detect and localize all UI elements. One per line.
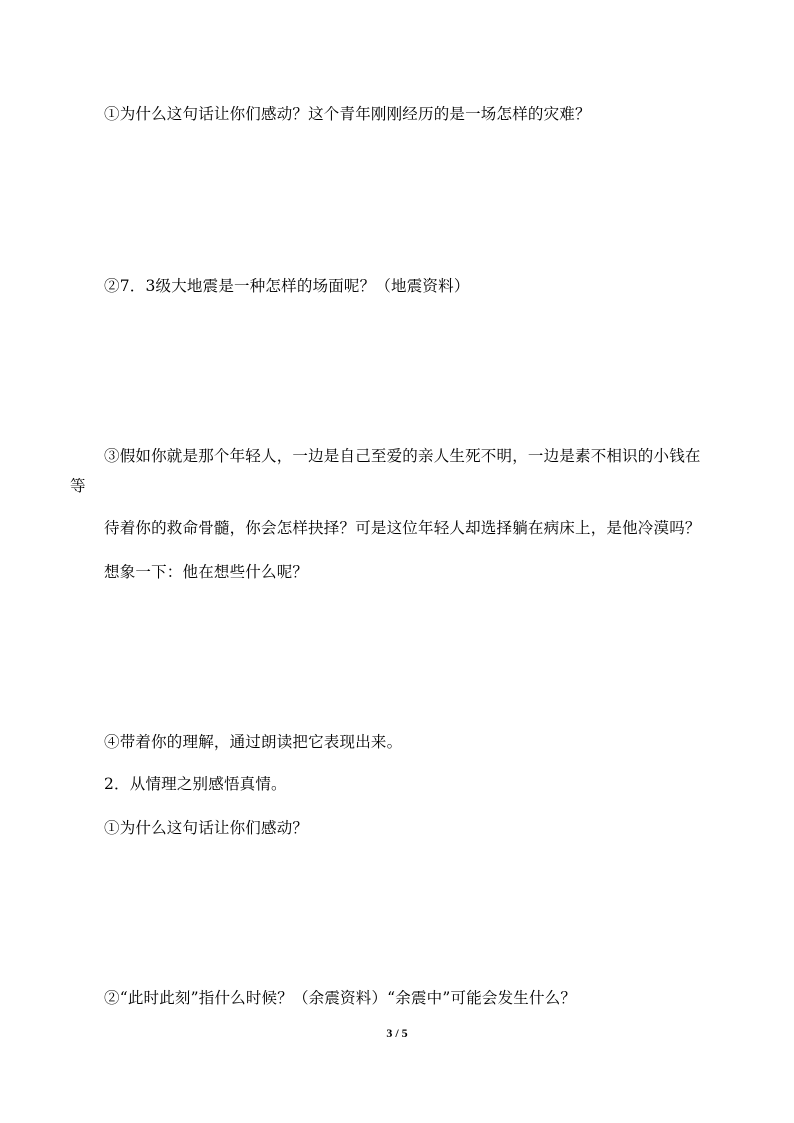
question-1-3-prompt: 想象一下：他在想些什么呢？: [104, 563, 309, 581]
question-1-1: ①为什么这句话让你们感动？这个青年刚刚经历的是一场怎样的灾难？: [104, 105, 591, 123]
section-2-heading: 2．从情理之别感悟真情。: [104, 775, 287, 793]
question-1-3: ③假如你就是那个年轻人，一边是自己至爱的亲人生死不明，一边是素不相识的小钱在: [104, 447, 701, 465]
question-1-3-overflow: 等: [70, 477, 86, 495]
question-1-4: ④带着你的理解，通过朗读把它表现出来。: [104, 733, 403, 751]
question-1-2: ②7．3级大地震是一种怎样的场面呢？（地震资料）: [104, 277, 470, 295]
question-2-1: ①为什么这句话让你们感动？: [104, 819, 309, 837]
question-2-2: ②“此时此刻”指什么时候？（余震资料）“余震中”可能会发生什么？: [104, 989, 577, 1007]
page-number: 3 / 5: [386, 1026, 408, 1040]
question-1-3-cont: 待着你的救命骨髓，你会怎样抉择？可是这位年轻人却选择躺在病床上，是他冷漠吗？: [104, 519, 701, 537]
